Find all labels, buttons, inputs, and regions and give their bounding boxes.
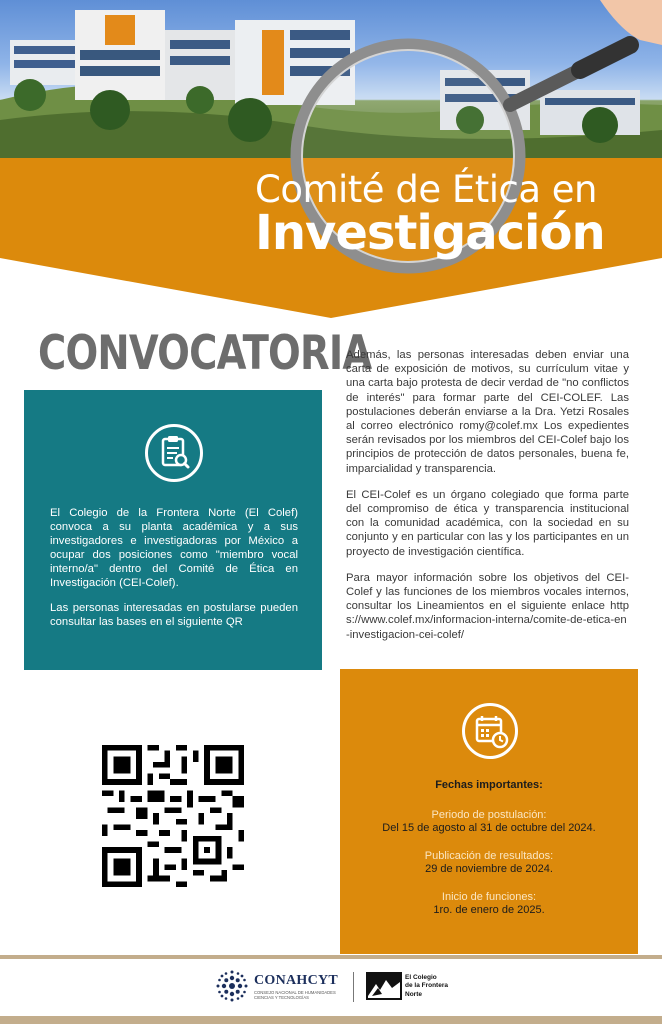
dates-heading: Fechas importantes:: [435, 779, 543, 791]
colef-line-2: de la Frontera: [405, 982, 448, 990]
title-line-2: Investigación: [255, 205, 605, 261]
colef-line-3: Norte: [405, 990, 422, 998]
intro-paragraph-2: Las personas interesadas en postularse pueden consultar las bases en el siguiente QR: [50, 602, 298, 628]
conahcyt-subtitle: CONSEJO NACIONAL DE HUMANIDADES CIENCIAS Y TECNOLOGÍAS: [254, 990, 336, 1000]
date-item: [340, 891, 638, 918]
date-value: 1ro. de enero de 2025.: [433, 904, 545, 916]
colef-line-1: El Colegio: [405, 974, 437, 981]
clipboard-search-icon: [145, 424, 203, 482]
qr-code[interactable]: [102, 745, 244, 887]
colef-logo-icon: [366, 972, 402, 1000]
conahcyt-logo-text: CONAHCYT: [254, 973, 339, 988]
colef-logo-text: [405, 974, 448, 999]
lineamientos-link[interactable]: https://www.colef.mx/informacion-interna/comite-de-etica-en-investigacion-cei-colef/: [346, 600, 629, 641]
date-label: Inicio de funciones:: [441, 890, 537, 903]
headline: CONVOCATORIA: [38, 326, 372, 381]
date-value: Del 15 de agosto al 31 de octubre del 2024.: [382, 822, 596, 834]
intro-text: [50, 506, 298, 640]
date-item: [340, 809, 638, 836]
footer-top-rule: [0, 955, 662, 959]
date-label: Periodo de postulación:: [431, 808, 547, 821]
details-paragraph-2: El CEI-Colef es un órgano colegiado que forma parte del compromiso de ética y transparencia institucional con la comunidad académica, con la sociedad en su conjunto y en particular con las y los participantes en un proyecto de investigación científica.: [346, 488, 629, 558]
date-item: [340, 850, 638, 877]
title-line-1: Comité de Ética en: [255, 168, 597, 211]
footer-bottom-rule: [0, 1016, 662, 1024]
intro-paragraph-1: El Colegio de la Frontera Norte (El Colef) convoca a su planta académica y a sus investigadores e investigadoras por México a ocupar dos posiciones como "miembro vocal interno/a" dentro del Comité de Ética en Investigación (CEI-Colef).: [50, 507, 298, 589]
calendar-clock-icon: [462, 703, 518, 759]
date-label: Publicación de resultados:: [424, 849, 554, 862]
details-paragraph-3-text: Para mayor información sobre los objetivos del CEI-Colef y las funciones de los miembros vocales internos, consultar los Lineamientos en el siguiente enlace: [346, 571, 629, 613]
details-paragraph-3: [346, 571, 629, 642]
conahcyt-logo-icon: [216, 970, 248, 1002]
date-value: 29 de noviembre de 2024.: [425, 863, 553, 875]
dates-list: [340, 779, 638, 932]
details-paragraph-1: Además, las personas interesadas deben enviar una carta de exposición de motivos, su currículum vitae y una carta bajo protesta de decir verdad de "no conflictos de interés" para formar parte del CEI-COLEF. Las postulaciones deberán enviarse a la Dra. Yetzi Rosales al correo electrónico romy@colef.mx Los expedientes serán revisados por los miembros del CEI-Colef bajo los principios de protección de datos personales, buena fe, imparcialidad y transparencia.: [346, 349, 629, 475]
footer-divider: [353, 972, 354, 1002]
details-text: [346, 348, 629, 654]
